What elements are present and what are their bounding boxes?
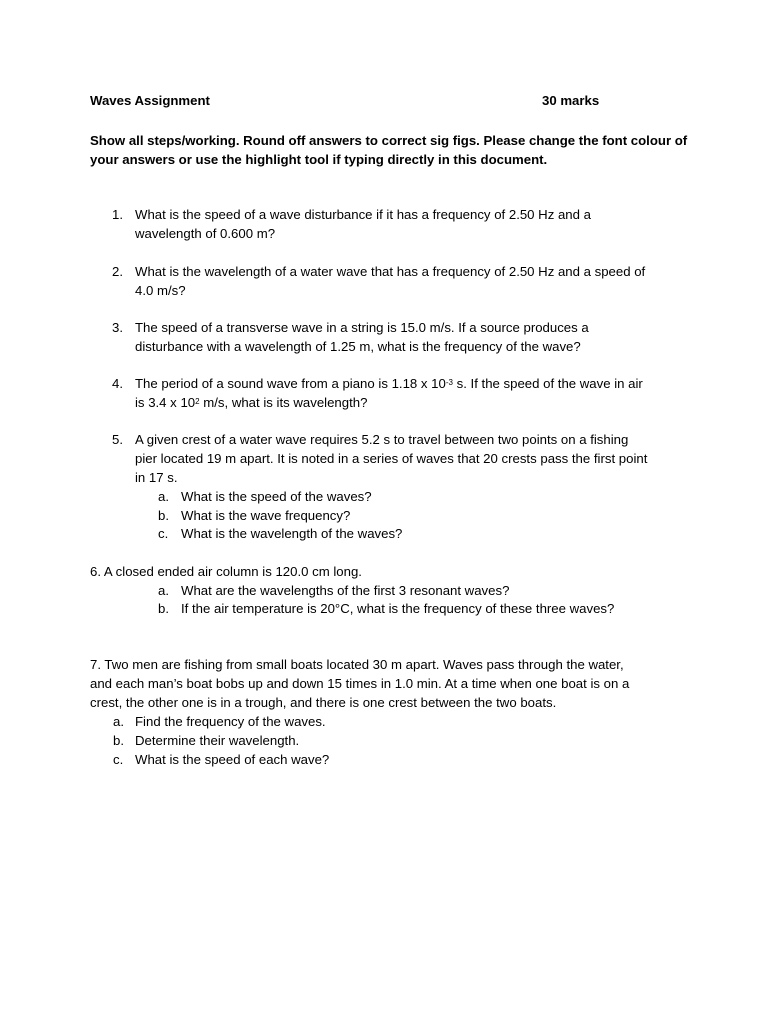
sub-question-text: If the air temperature is 20°C, what is the frequency of these three waves? bbox=[181, 601, 615, 616]
sub-question-text: What is the speed of each wave? bbox=[135, 752, 330, 767]
question-text-line: in 17 s. bbox=[135, 470, 178, 485]
question-text-line: pier located 19 m apart. It is noted in a series of waves that 20 crests pass the first point bbox=[135, 451, 648, 466]
question-text-line: and each man’s boat bobs up and down 15 times in 1.0 min. At a time when one boat is on a bbox=[90, 676, 630, 691]
question-number: 4. bbox=[112, 376, 123, 391]
question-text-line: What is the wavelength of a water wave that has a frequency of 2.50 Hz and a speed of bbox=[135, 264, 646, 279]
question-number: 2. bbox=[112, 264, 123, 279]
sub-question-marker: a. bbox=[113, 714, 124, 729]
text-run: The period of a sound wave from a piano is 1.18 x 10 bbox=[135, 376, 446, 391]
assignment-title: Waves Assignment bbox=[90, 93, 210, 108]
question-text-line: wavelength of 0.600 m? bbox=[135, 226, 276, 241]
question-number: 1. bbox=[112, 207, 123, 222]
sub-question-marker: c. bbox=[158, 526, 169, 541]
question-text-line: What is the speed of a wave disturbance if it has a frequency of 2.50 Hz and a bbox=[135, 207, 591, 222]
question-text-line: 6. A closed ended air column is 120.0 cm long. bbox=[90, 564, 362, 579]
question-text-line: The speed of a transverse wave in a string is 15.0 m/s. If a source produces a bbox=[135, 320, 589, 335]
sub-question-text: What is the wave frequency? bbox=[181, 508, 351, 523]
question-text-line: A given crest of a water wave requires 5.2 s to travel between two points on a fishing bbox=[135, 432, 629, 447]
sub-question-text: What is the speed of the waves? bbox=[181, 489, 372, 504]
exponent: -3 bbox=[445, 378, 453, 387]
instructions: Show all steps/working. Round off answers to correct sig figs. Please change the font colour of your answers or use the highlight tool if typing directly in this document. bbox=[90, 133, 688, 167]
total-marks: 30 marks bbox=[542, 93, 600, 108]
question-text-line: 7. Two men are fishing from small boats located 30 m apart. Waves pass through the water, bbox=[90, 657, 624, 672]
sub-question-text: What is the wavelength of the waves? bbox=[181, 526, 403, 541]
question-number: 5. bbox=[112, 432, 123, 447]
sub-question-marker: a. bbox=[158, 583, 169, 598]
text-run: m/s, what is its wavelength? bbox=[199, 395, 368, 410]
question-text-line: crest, the other one is in a trough, and there is one crest between the two boats. bbox=[90, 695, 557, 710]
sub-question-marker: c. bbox=[113, 752, 124, 767]
sub-question-marker: b. bbox=[158, 601, 169, 616]
sub-question-text: Determine their wavelength. bbox=[135, 733, 300, 748]
sub-question-marker: a. bbox=[158, 489, 169, 504]
text-run: s. If the speed of the wave in air bbox=[452, 376, 643, 391]
question-text-line: 4.0 m/s? bbox=[135, 283, 186, 298]
sub-question-text: Find the frequency of the waves. bbox=[135, 714, 326, 729]
text-run: is 3.4 x 10 bbox=[135, 395, 196, 410]
question-text-line bbox=[135, 394, 685, 413]
exponent: 2 bbox=[195, 397, 200, 406]
question-text-line bbox=[135, 375, 685, 394]
sub-question-marker: b. bbox=[113, 733, 124, 748]
question-text-line: disturbance with a wavelength of 1.25 m, what is the frequency of the wave? bbox=[135, 339, 581, 354]
sub-question-text: What are the wavelengths of the first 3 resonant waves? bbox=[181, 583, 510, 598]
sub-question-marker: b. bbox=[158, 508, 169, 523]
question-number: 3. bbox=[112, 320, 123, 335]
